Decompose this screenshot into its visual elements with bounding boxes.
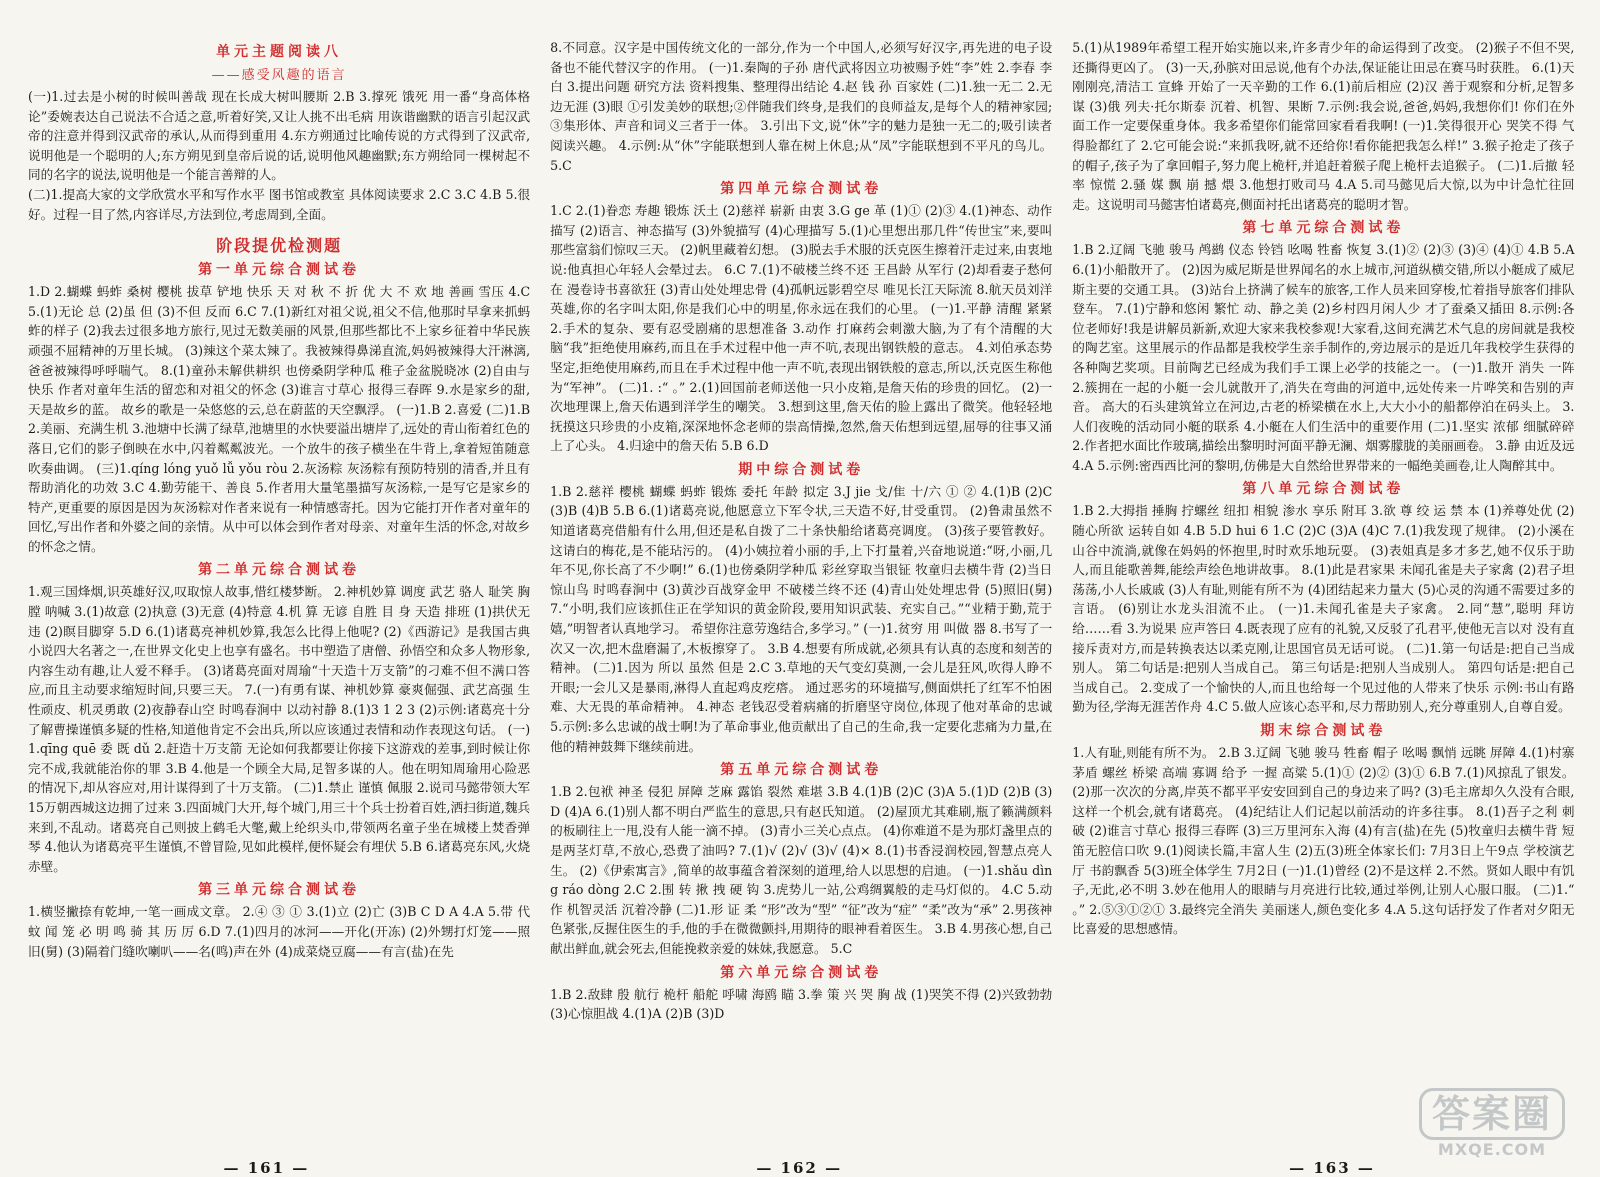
section-title: 期末综合测试卷: [1260, 723, 1387, 739]
section-title: 第二单元综合测试卷: [198, 562, 361, 579]
watermark: [1402, 1083, 1582, 1163]
page-number-163: — 163 —: [1289, 1159, 1375, 1177]
answer-paragraph: (一)1.过去是小树的时候叫善哉 现在长成大树叫腰斯 2.B 3.撑死 饿死 用一番“身高体格论”委婉表达自己说法不合适之意,听着好笑,又让人挑不出毛病 用诙谐幽默的语言引起汉武帝的注意并得到汉武帝的承认,从而得到重用 4.东方朔通过比喻传说的方式得到了汉武帝,说明他是一个聪明的人;东方朔见到皇帝后说的话,说明他风趣幽默;东方朔给同一棵树起不同的名字的说法,说明他是一个能言善辩的人。: [28, 89, 531, 183]
section-title: 阶段提优检测题: [216, 236, 343, 256]
answer-paragraph: 5.(1)从1989年希望工程开始实施以来,许多青少年的命运得到了改变。 (2)猴子不但不哭,还撕得更凶了。 (3)一天,孙膑对田忌说,他有个办法,保证能让田忌在赛马时获胜。 6.(1)天刚刚亮,清洁工 宣蜂 开始了一天辛勤的工作 6.(1)前后相应 (2)汉 善于观察和分析,足智多谋 (3)俄 列夫·托尔斯泰 沉着、机智、果断 7.示例:我会说,爸爸,妈妈,我想你们! 你们在外面工作一定要保重身体。我多希望你们能常回家看看我啊! (一)1.笑得很开心 哭笑不得 气得脸都红了 2.它可能会说:“来抓我呀,就不还给你!看你能把我怎么样!” 3.猴子抢走了孩子的帽子,孩子为了拿回帽子,努力爬上桅杆,并追赶着猴子爬上桅杆去追猴子。 (二)1.后撤 轻率 惊慌 2.骚 媒 飘 崩 撼 煨 3.他想打败司马 4.A 5.司马懿见后大惊,以为中计急忙往回走。这说明司马懿害怕诸葛亮,侧面衬托出诸葛亮的聪明才智。: [1072, 40, 1575, 212]
answer-paragraph: (二)1.提高大家的文学欣赏水平和写作水平 图书馆或教室 具体阅读要求 2.C 3.C 4.B 5.很好。过程一目了然,内容详尽,方法到位,考虑周到,全面。: [28, 186, 531, 222]
section-title: 第三单元综合测试卷: [198, 882, 361, 899]
column-2: [540, 38, 1062, 1148]
answer-paragraph: 1.D 2.蝴蝶 蚂蚱 桑树 樱桃 拔草 铲地 快乐 天 对 秋 不 折 优 大 不 欢 地 善画 雪压 4.C 5.(1)无论 总 (2)虽 但 (3)不但 反而 6.C 7.(1)新红对祖父说,祖父不信,他那时早拿来抓蚂蚱的样子 (2)我去过很多地方旅行,见过无数美丽的风景,但那些都比不上家乡征着中华民族顽强不屈精神的万里长城。 (3)辣这个菜太辣了。我被辣得鼻涕直流,妈妈被辣得大汗淋漓,爸爸被辣得呼呼喘气。 8.(1)童孙未解供耕织 也傍桑阴学种瓜 稚子金盆脱晓冰 (2)自由与快乐 作者对童年生活的留恋和对祖父的怀念 (3)谁言寸草心 报得三春晖 9.水是家乡的甜,天是故乡的蓝。 故乡的歌是一朵悠悠的云,总在蔚蓝的天空飘浮。 (一)1.B 2.喜爱 (二)1.B 2.美丽、充满生机 3.池塘中长满了绿草,池塘里的水快要溢出塘岸了,远处的青山衔着红色的落日,它们的影子倒映在水中,闪着粼粼波光。一个放牛的孩子横坐在牛背上,拿着短笛随意吹奏曲调。 (三)1.qíng lóng yuǒ lǚ yǒu ròu 2.灰汤粽 灰汤粽有预防特别的清香,并且有帮助消化的功效 3.C 4.勤劳能干、善良 5.作者用大量笔墨描写灰汤粽,一是写它是家乡的特产,更重要的原因是因为灰汤粽对作者来说有一种情感寄托。因为它能打开作者对童年的回忆,写出作者和外婆之间的亲情。从中可以体会到作者对母亲、对童年生活的怀念,对故乡的怀念之情。: [28, 284, 531, 554]
section-subtitle: ——感受风趣的语言: [211, 68, 347, 83]
section-title: 第四单元综合测试卷: [720, 181, 883, 198]
watermark-url: MXQE.COM: [1437, 1139, 1547, 1159]
answer-paragraph: 1.B 2.大拇指 捶胸 拧螺丝 纽扣 相貌 渗水 享乐 附耳 3.欲 尊 绞 运 禁 本 (1)养尊处优 (2)随心所欲 运转自如 4.B 5.D hui 6 1.C (2)C (3)A (4)C 7.(1)我发现了规律。 (2)小溪在山谷中流淌,就像在妈妈的怀抱里,时时欢乐地玩耍。 (3)表姐真是多才多艺,她不仅乐于助人,而且能歌善舞,能绘声绘色地讲故事。 8.(1)此是君家果 未闻孔雀是夫子家禽 (2)君子坦荡荡,小人长戚戚 (3)人有耻,则能有所不为 (4)团结起来力量大 (5)心灵的沟通不需要过多的言语。 (6)别让水龙头泪流不止。 (一)1.未闻孔雀是夫子家禽。 2.同“慧”,聪明 拜访 给……看 3.为说果 应声答曰 4.既表现了应有的礼貌,又反驳了孔君平,使他无言以对 没有直接斥责对方,而是转换表达以柔克刚,让思国官员无话可说。 (二)1.第一句话是:把自己当成别人。 第二句话是:把别人当成自己。 第三句话是:把别人当成别人。 第四句话是:把自己当成自己。 2.变成了一个愉快的人,而且也给每一个见过他的人带来了快乐 示例:书山有路勤为径,学海无涯苦作舟 4.C 5.做人应该心态平和,尽力帮助别人,充分尊重别人,自尊自爱。: [1072, 503, 1575, 715]
answer-paragraph: 1.人有耻,则能有所不为。 2.B 3.辽阔 飞驰 骏马 牲畜 帽子 吆喝 飘悄 远眺 屏障 4.(1)村寨 茅盾 螺丝 桥梁 高端 寡调 给予 一握 高粱 5.(1)① (2)② (3)① 6.B 7.(1)风掠乱了银发。 (2)那一次次的分离,岸英不都平平安安回到自己的身边来了吗? (3)毛主席却久久没有合眼,这样一个机会,就有诸葛亮。 (4)纪结让人们记起以前活动的许多往事。 8.(1)吾子之利 刺破 (2)谁言寸草心 报得三春晖 (3)三万里河东入海 (4)有言(盐)在先 (5)牧童归去横牛背 短笛无腔信口吹 9.(1)阅读长篇,丰富人生 (2)五(3)班全体家长们: 7月3日上午9点 学校演艺厅 书韵飘香 5(3)班全体学生 7月2日 (一)1.(1)曾经 (2)不是这样 2.不然。贤如人眼中有饥子,无此,必不明 3.妙在他用人的眼睛与月亮进行比较,通过举例,让别人心服口服。 (二)1.“ 。” 2.⑤③①②① 3.最终完全消失 美丽迷人,颜色变化多 4.A 5.这句话抒发了作者对夕阳无比喜爱的思想感情。: [1072, 745, 1575, 937]
answer-paragraph: 8.不同意。汉字是中国传统文化的一部分,作为一个中国人,必须写好汉字,再先进的电子设备也不能代替汉字的作用。 (一)1.秦陶的子孙 唐代武将因立功被赐予姓“李”姓 2.李春 李白 3.提出问题 研究方法 资料搜集、整理得出结论 4.赵 钱 孙 百家姓 (二)1.独一无二 2.无边无涯 (3)眼 ①引发美妙的联想;②伴随我们终身,是我们的良师益友,是每个人的精神家园;③集形体、声音和词义三者于一体。 3.引出下文,说“休”字的魅力是独一无二的;吸引读者阅读兴趣。 4.示例:从“休”字能联想到人靠在树上休息;从“凤”字能联想到不平凡的鸟儿。 5.C: [550, 40, 1053, 173]
answer-paragraph: 1.B 2.慈祥 樱桃 蝴蝶 蚂蚱 锻炼 委托 年龄 拟定 3.J jie 戈/隹 十/六 ① ② 4.(1)B (2)C (3)B (4)B 5.B 6.(1)诸葛亮说,他愿意立下军令状,三天造不好,甘受重罚。 (2)鲁肃虽然不知道诸葛亮借船有什么用,但还是私自拨了二十条快船给诸葛亮调度。 (3)孩子要管教好。这请白的梅花,是不能玷污的。 (4)小姨拉着小丽的手,上下打量着,兴奋地说道:“呀,小丽,几年不见,你长高了不少啊!” 6.(1)也傍桑阴学种瓜 彩丝穿取当银钲 牧童归去横牛背 (2)当日惊山鸟 时鸣春涧中 (3)黄沙百战穿金甲 不破楼兰终不还 (4)青山处处埋忠骨 (5)照旧(舅) 7.“小明,我们应该抓住正在学知识的黄金阶段,要用知识武装、充实自己。”“业精于勤,荒于嬉,”明智者认真地学习。 希望你注意劳逸结合,多学习。” (一)1.贫穷 用 叫做 器 8.书写了一次又一次,把木盘磨漏了,木板擦穿了。 3.B 4.想要有所成就,必须具有认真的态度和刻苦的精神。 (二)1.因为 所以 虽然 但是 2.C 3.草地的天气变幻莫测,一会儿是狂风,吹得人睁不开眼;一会儿又是暴雨,淋得人直起鸡皮疙瘩。 通过恶劣的环境描写,侧面烘托了红军不怕困难、大无畏的革命精神。 4.神态 老钱忍受着病痛的折磨坚守岗位,体现了他对革命的忠诚 5.示例:多么忠诚的战士啊!为了革命事业,他贡献出了自己的生命,我一定要化悲痛为力量,在他的精神鼓舞下继续前进。: [550, 483, 1053, 754]
section-title: 第七单元综合测试卷: [1242, 220, 1405, 237]
section-title: 第五单元综合测试卷: [720, 762, 883, 779]
column-3: [1062, 38, 1584, 1148]
answer-paragraph: 1.横竖撇捺有乾坤,一笔一画成文章。 2.④ ③ ① 3.(1)立 (2)亡 (3)B C D A 4.A 5.带 代 蚊 闻 笼 必 明 鸣 骑 其 历 厉 6.D 7.(1)四月的冰河——开化(开冻) (2)外甥打灯笼——照旧(舅) (3)隔着门缝吹喇叭——名(鸣)声在外 (4)成菜烧豆腐——有言(盐)在先: [28, 904, 531, 959]
answer-paragraph: 1.B 2.包袱 神圣 侵犯 屏障 芝麻 露馅 裂然 难堪 3.B 4.(1)B (2)C (3)A 5.(1)D (2)B (3)D (4)A 6.(1)别人都不明白严监生的意思,只有赵氏知道。 (2)屋顶尤其难刷,瓶了籁满颜料的板刷往上一甩,没有人能一滴不掉。 (3)青小三关心点点。 (4)你难道不是为那灯盏里点的是两茎灯草,不放心,恐费了油吗? 7.(1)√ (2)√ (3)√ (4)× 8.(1)书香浸润校园,智慧点亮人生。 (2)《伊索寓言》,简单的故事蕴含着深刻的道理,给人以思想的启迪。 (一)1.shǎu dìng ráo dòng 2.C 2.围 转 揪 拽 硬 钩 3.虎势儿一站,公鸡绸翼般的走马灯似的。 4.C 5.动作 机智灵活 沉着冷静 (二)1.形 证 柔 “形”改为“型” “征”改为“症” “柔”改为“承” 2.男孩神色紧张,反握住医生的手,他的手在微微颤抖,用期待的眼神看着医生。 3.B 4.男孩心想,自己献出鲜血,就会死去,但能挽救亲爱的妹妹,我愿意。 5.C: [550, 784, 1053, 956]
section-title: 第一单元综合测试卷: [198, 262, 361, 279]
section-title: 单元主题阅读八: [216, 44, 343, 60]
column-1: [18, 38, 540, 1148]
page-number-161: — 161 —: [223, 1159, 310, 1177]
section-title: 第八单元综合测试卷: [1242, 481, 1405, 498]
answer-paragraph: 1.B 2.辽阔 飞驰 骏马 鸬鹚 仪态 铃铛 吆喝 牲畜 恢复 3.(1)② (2)③ (3)④ (4)① 4.B 5.A 6.(1)小船散开了。 (2)因为威尼斯是世界闻名的水上城市,河道纵横交错,所以小艇成了威尼斯主要的交通工具。 (3)站台上挤满了候车的旅客,工作人员来回穿梭,忙着指导旅客们排队登车。 7.(1)宁静和悠闲 繁忙 动、静之美 (2)乡村四月闲人少 才了蚕桑又插田 8.示例:各位老师好!我是讲解员新新,欢迎大家来我校参观!大家看,这间充满艺术气息的房间就是我校的陶艺室。这里展示的作品都是我校学生亲手制作的,旁边展示的是近几年我校学生获得的各种陶艺奖项。目前陶艺已经成为我们手工课上必学的技能之一。 (一)1.散开 消失 一阵 2.簇拥在一起的小艇一会儿就散开了,消失在弯曲的河道中,远处传来一片哗笑和告别的声音。 高大的石头建筑耸立在河边,古老的桥梁横在水上,大大小小的船都停泊在码头上。 3.人们夜晚的活动同小艇的联系 4.小艇在人们生活中的重要作用 (二)1.坚实 浓郁 细腻碎碎 2.作者把水面比作玻璃,描绘出黎明时河面平静无澜、烟雾朦胧的美丽画卷。 3.静 由近及远 4.A 5.示例:密西西比河的黎明,仿佛是大自然给世界带来的一幅绝美画卷,让人陶醉其中。: [1072, 242, 1575, 473]
watermark-logo: 答案圈: [1419, 1088, 1565, 1140]
page-number-162: — 162 —: [756, 1159, 843, 1177]
section-title: 期中综合测试卷: [738, 461, 865, 478]
section-title: 第六单元综合测试卷: [720, 964, 883, 981]
answer-paragraph: 1.观三国烽烟,识英雄好汉,叹取惊人故事,惜红楼梦断。 2.神机妙算 调度 武艺 骆人 耻笑 胸膛 呐喊 3.(1)故意 (2)执意 (3)无意 (4)特意 4.机 算 无谚 自胜 目 身 天造 排班 (1)拱伏无违 (2)瞑目脚穿 5.D 6.(1)诸葛亮神机妙算,我怎么比得上他呢? (2)《西游记》是我国古典小说四大名著之一,在世界文化史上也享有盛名。书中塑造了唐僧、孙悟空和众多人物形象,内容生动有趣,让人爱不释手。 (3)诸葛亮面对周瑜“十天造十万支箭”的刁难不但不满口答应,而且主动要求缩短时间,只要三天。 7.(一)有勇有谋、神机妙算 豪爽倔强、武艺高强 生性顽皮、机灵勇敢 (2)夜静春山空 时鸣春涧中 以动衬静 8.(1)3 1 2 3 (2)示例:诸葛亮十分了解曹操谨慎多疑的性格,知道他肯定不会出兵,所以应该通过表情和动作表现这句话。 (一)1.qīng quē 委 既 dǔ 2.赶造十万支箭 无论如何我都要让你接下这游戏的差事,到时候让你完不成,我就能治你的罪 3.B 4.他是一个顾全大局,足智多谋的人。他在明知周瑜用心险恶的情况下,却从容应对,用计谋得到了十万支箭。 (二)1.禁止 谨慎 佩服 2.说司马懿带领大军15万朝西城这边拥了过来 3.四面城门大开,每个城门,用三十个兵士扮着百姓,洒扫街道,魏兵来到,不乱动。诸葛亮自己则披上鹤毛大氅,戴上纶织头巾,带领两名童子坐在城楼上焚香弹琴 4.他认为诸葛亮平生谨慎,不曾冒险,见如此模样,便怀疑会有埋伏 5.B 6.诸葛亮东风,火烧赤壁。: [28, 584, 531, 874]
answer-paragraph: 1.B 2.敌肆 殷 航行 桅杆 船舵 呼啸 海鸥 瞄 3.拳 策 兴 哭 胸 战 (1)哭笑不得 (2)兴致勃勃 (3)心惊胆战 4.(1)A (2)B (3)D: [550, 986, 1053, 1022]
answer-paragraph: 1.C 2.(1)眷恋 寿趣 锻炼 沃土 (2)慈祥 崭新 由衷 3.G ge 革 (1)① (2)③ 4.(1)神态、动作描写 (2)语言、神态描写 (3)外貌描写 (4)心理描写 5.(1)心里想出那几件“传世宝”来,要叫那些富翁们惊叹三天。 (2)帆里藏着幻想。 (3)脱去手术服的沃克医生擦着汗走过来,由衷地说:他真担心年轻人会晕过去。 6.C 7.(1)不破楼兰终不还 王昌龄 从军行 (2)却看妻子愁何在 漫卷诗书喜欲狂 (3)青山处处埋忠骨 (4)孤帆远影碧空尽 唯见长江天际流 8.航天员刘洋 英雄,你的名字叫太阳,你是我们心中的明星,你永远在我们的心里。 (一)1.平静 清醒 紧紧 2.手术的复杂、要有忍受剧痛的思想准备 3.动作 打麻药会刺激大脑,为了有个清醒的大脑“我”拒绝使用麻药,而且在手术过程中他一声不吭,表现出钢铁般的意志。 4.刘伯承态势坚定,拒绝使用麻药,而且在手术过程中他一声不吭,表现出钢铁般的意志,所以,沃克医生称他为“军神”。 (二)1. :“ 。” 2.(1)回国前老师送他一只小皮箱,是詹天佑的珍贵的回忆。 (2)一次地理课上,詹天佑遇到洋学生的嘲笑。 3.想到这里,詹天佑的脸上露出了微笑。他轻轻地抚摸这只珍贵的小皮箱,深深地怀念老师的崇高情操,忽然,詹天佑想到远望,屈辱的往事又涌上了心头。 4.归途中的詹天佑 5.B 6.D: [550, 203, 1053, 454]
